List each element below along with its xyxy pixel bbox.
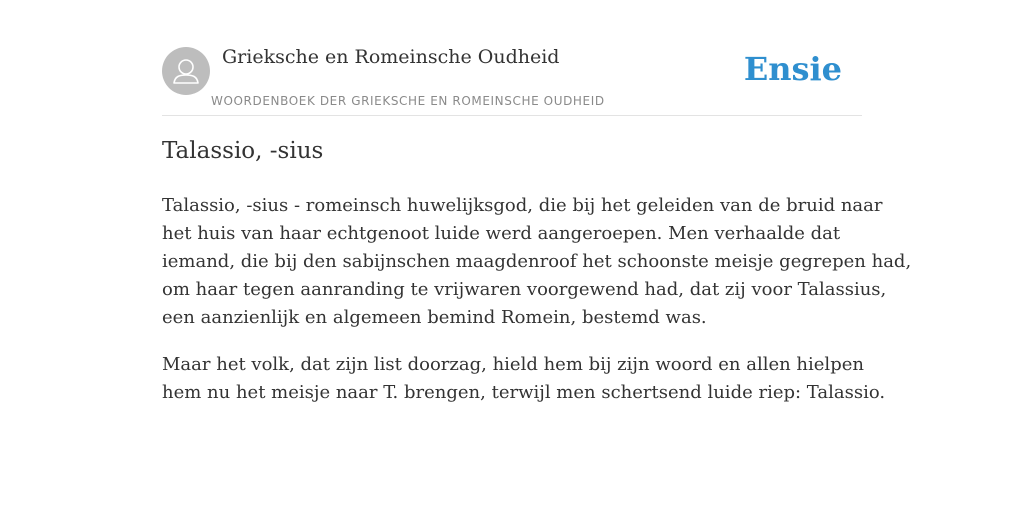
paragraph-line: iemand, die bij den sabijnschen maagdenroof het schoonste meisje gegrepen had,: [162, 251, 912, 272]
paragraph-line: een aanzienlijk en algemeen bemind Romein, bestemd was.: [162, 307, 707, 328]
author-name[interactable]: Grieksche en Romeinsche Oudheid: [222, 46, 560, 68]
dictionary-subtitle[interactable]: WOORDENBOEK DER GRIEKSCHE EN ROMEINSCHE OUDHEID: [211, 94, 605, 108]
paragraph-line: het huis van haar echtgenoot luide werd aangeroepen. Men verhaalde dat: [162, 223, 841, 244]
paragraph-line: hem nu het meisje naar T. brengen, terwijl men schertsend luide riep: Talassio.: [162, 382, 886, 403]
paragraph-1: [162, 192, 912, 332]
header: [162, 40, 862, 116]
avatar[interactable]: [162, 47, 210, 95]
paragraph-line: Maar het volk, dat zijn list doorzag, hield hem bij zijn woord en allen hielpen: [162, 354, 864, 375]
brand-logo[interactable]: Ensie: [743, 50, 842, 88]
paragraph-line: om haar tegen aanranding te vrijwaren voorgewend had, dat zij voor Talassius,: [162, 279, 887, 300]
paragraph-line: Talassio, -sius - romeinsch huwelijksgod, die bij het geleiden van de bruid naar: [162, 195, 883, 216]
entry-body: [162, 192, 912, 426]
entry-title: Talassio, -sius: [162, 138, 324, 164]
paragraph-2: [162, 351, 886, 407]
user-icon: [162, 47, 210, 95]
